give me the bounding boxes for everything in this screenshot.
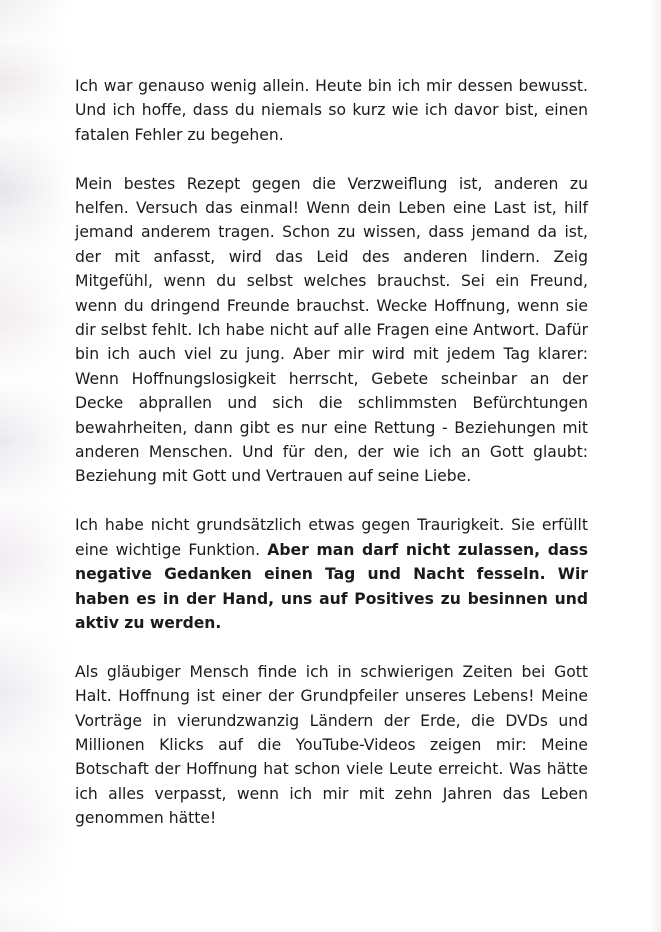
right-edge-shadow: [649, 0, 661, 932]
page-text-column: [75, 74, 588, 855]
paragraph-3: [75, 513, 588, 635]
paragraph-4-text: Als gläubiger Mensch finde ich in schwierigen Zeiten bei Gott Halt. Hoffnung ist einer der Grundpfeiler unseres Lebens! Meine Vorträge in vierundzwanzig Ländern der Erde, die DVDs und Millionen Klicks auf die YouTube-Videos zeigen mir: Meine Botschaft der Hoffnung hat schon viele Leute erreicht. Was hätte ich alles verpasst, wenn ich mir mit zehn Jahren das Leben genommen hätte!: [75, 662, 588, 828]
paragraph-3-text: Ich habe nicht grundsätzlich etwas gegen Traurigkeit. Sie erfüllt eine wichtige Funktion.: [75, 516, 588, 559]
paragraph-1: [75, 74, 588, 147]
paragraph-3-bold-text: Aber man darf nicht zulassen, dass negative Gedanken einen Tag und Nacht fesseln. Wir haben es in der Hand, uns auf Positives zu besinnen und aktiv zu werden.: [75, 540, 588, 632]
paragraph-4: [75, 660, 588, 831]
paragraph-2-text: Mein bestes Rezept gegen die Verzweiflung ist, anderen zu helfen. Versuch das einmal! Wenn dein Leben eine Last ist, hilf jemand anderem tragen. Schon zu wissen, dass jemand da ist, der mit anfasst, wird das Leid des anderen lindern. Zeig Mitgefühl, wenn du selbst welches brauchst. Sei ein Freund, wenn du dringend Freunde brauchst. Wecke Hoffnung, wenn sie dir selbst fehlt. Ich habe nicht auf alle Fragen eine Antwort. Dafür bin ich auch viel zu jung. Aber mir wird mit jedem Tag klarer: Wenn Hoffnungslosigkeit herrscht, Gebete scheinbar an der Decke abprallen und sich die schlimmsten Befürchtungen bewahrheiten, dann gibt es nur eine Rettung - Beziehungen mit anderen Menschen. Und für den, der wie ich an Gott glaubt: Beziehung mit Gott und Vertrauen auf seine Liebe.: [75, 174, 588, 486]
paragraph-2: [75, 172, 588, 489]
paragraph-1-text: Ich war genauso wenig allein. Heute bin ich mir dessen bewusst. Und ich hoffe, dass du niemals so kurz wie ich davor bist, einen fatalen Fehler zu begehen.: [75, 77, 588, 144]
left-edge-blur: [0, 0, 70, 932]
